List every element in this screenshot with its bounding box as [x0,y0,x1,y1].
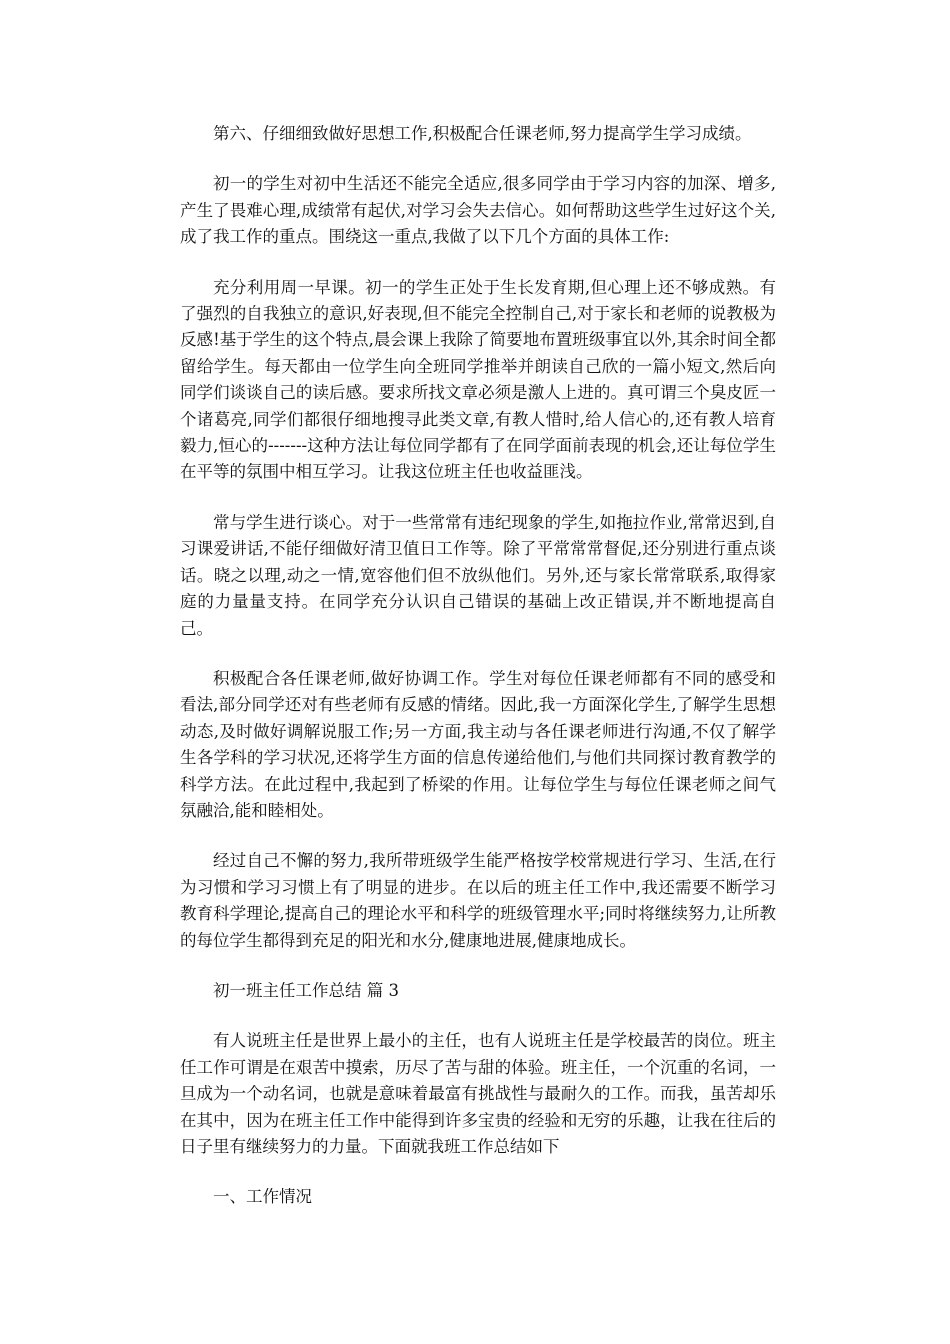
document-page [180,121,776,1211]
paragraph: 经过自己不懈的努力,我所带班级学生能严格按学校常规进行学习、生活,在行为习惯和学习习惯上有了明显的进步。在以后的班主任工作中,我还需要不断学习教育科学理论,提高自己的理论水平和科学的班级管理水平;同时将继续努力,让所教的每位学生都得到充足的阳光和水分,健康地进展,健康地成长。 [180,851,776,950]
paragraph: 有人说班主任是世界上最小的主任，也有人说班主任是学校最苦的岗位。班主任工作可谓是在艰苦中摸索，历尽了苦与甜的体验。班主任，一个沉重的名词，一旦成为一个动名词，也就是意味着最富有挑战性与最耐久的工作。而我，虽苦却乐在其中，因为在班主任工作中能得到许多宝贵的经验和无穷的乐趣，让我在往后的日子里有继续努力的力量。下面就我班工作总结如下 [180,1031,776,1156]
paragraph: 常与学生进行谈心。对于一些常常有违纪现象的学生,如拖拉作业,常常迟到,自习课爱讲话,不能仔细做好清卫值日工作等。除了平常常常督促,还分别进行重点谈话。晓之以理,动之一情,宽容他们但不放纵他们。另外,还与家长常常联系,取得家庭的力量量支持。在同学充分认识自己错误的基础上改正错误,并不断地提高自己。 [180,512,776,638]
paragraph: 充分利用周一早课。初一的学生正处于生长发育期,但心理上还不够成熟。有了强烈的自我独立的意识,好表现,但不能完全控制自己,对于家长和老师的说教极为反感!基于学生的这个特点,晨会课上我除了简要地布置班级事宜以外,其余时间全都留给学生。每天都由一位学生向全班同学推举并朗读自己欣的一篇小短文,然后向同学们谈谈自己的读后感。要求所找文章必须是激人上进的。真可谓三个臭皮匠一个诸葛亮,同学们都很仔细地搜寻此类文章,有教人惜时,给人信心的,还有教人培育毅力,恒心的-------这种方法让每位同学都有了在同学面前表现的机会,还让每位学生在平等的氛围中相互学习。让我这位班主任也收益匪浅。 [180,277,776,482]
article-title: 初一班主任工作总结 篇 3 [213,980,399,1000]
section-heading-6: 第六、仔细细致做好思想工作,积极配合任课老师,努力提高学生学习成绩。 [213,124,752,143]
paragraph: 积极配合各任课老师,做好协调工作。学生对每位任课老师都有不同的感受和看法,部分同学还对有些老师有反感的情绪。因此,我一方面深化学生,了解学生思想动态,及时做好调解说服工作;另一方面,我主动与各任课老师进行沟通,不仅了解学生各学科的学习状况,还将学生方面的信息传递给他们,与他们共同探讨教育教学的科学方法。在此过程中,我起到了桥梁的作用。让每位学生与每位任课老师之间气氛融洽,能和睦相处。 [180,668,776,820]
section-heading: 一、工作情况 [213,1187,312,1207]
paragraph: 初一的学生对初中生活还不能完全适应,很多同学由于学习内容的加深、增多,产生了畏难心理,成绩常有起伏,对学习会失去信心。如何帮助这些学生过好这个关,成了我工作的重点。围绕这一重点,我做了以下几个方面的具体工作: [180,174,776,247]
